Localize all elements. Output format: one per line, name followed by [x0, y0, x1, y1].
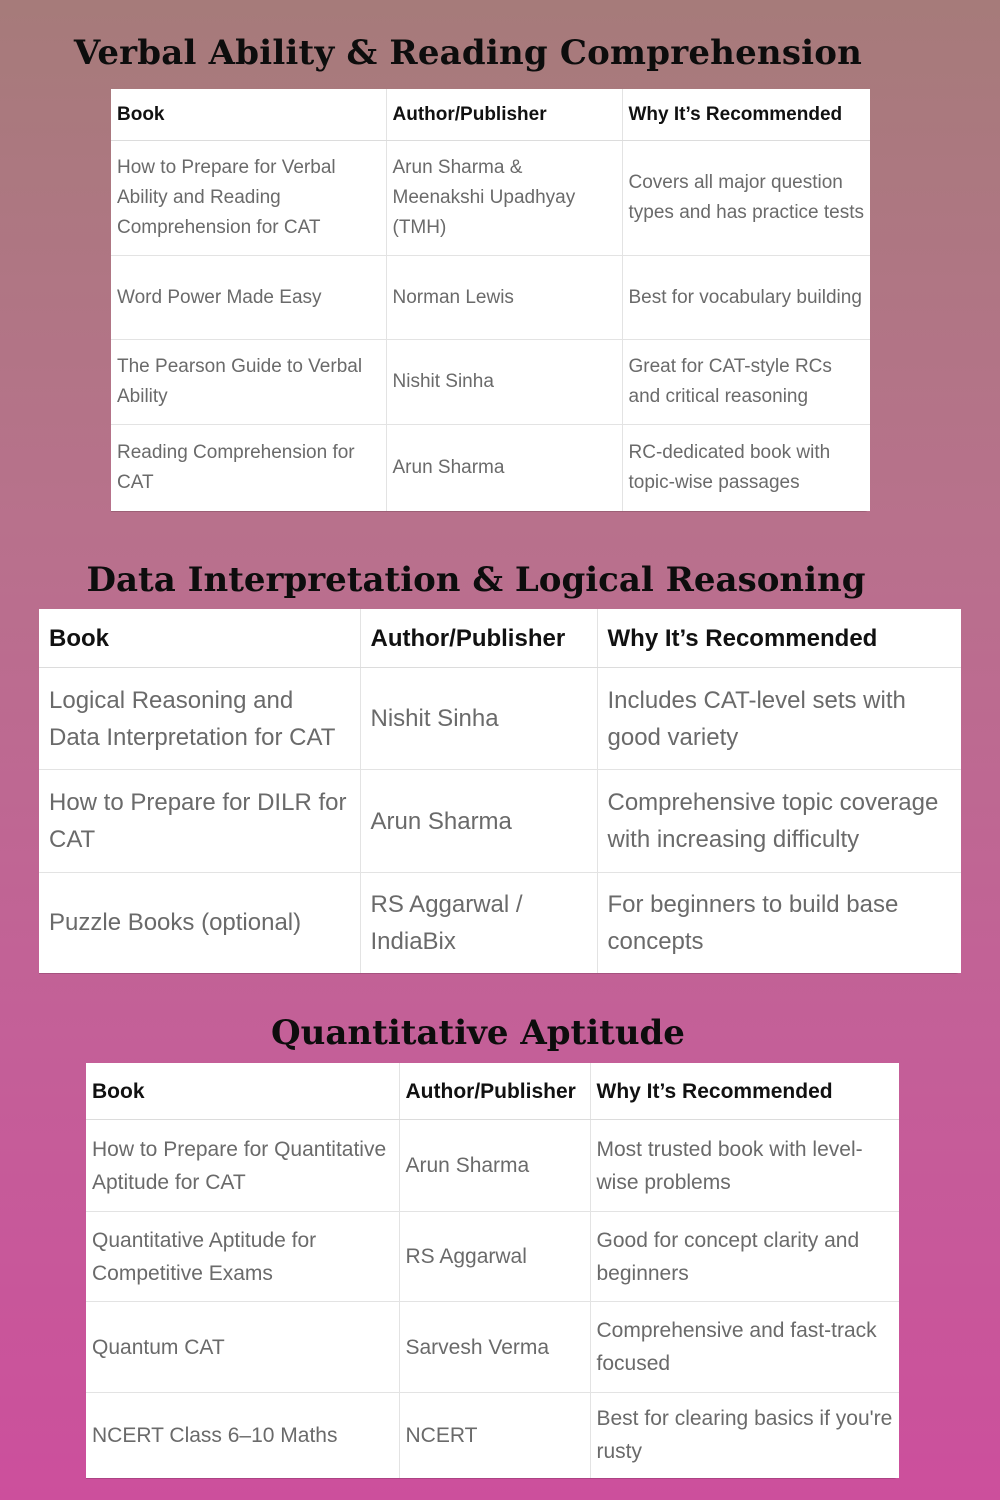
column-header-why: Why It’s Recommended [590, 1063, 899, 1120]
column-header-author: Author/Publisher [360, 609, 597, 668]
book-cell: How to Prepare for Verbal Ability and Reading Comprehension for CAT [111, 141, 386, 256]
column-header-why: Why It’s Recommended [597, 609, 961, 668]
table-row [111, 256, 870, 340]
table-header-row [111, 89, 870, 141]
reason-cell: RC-dedicated book with topic-wise passages [622, 425, 870, 511]
author-cell: Arun Sharma & Meenakshi Upadhyay (TMH) [386, 141, 622, 256]
reason-cell: Comprehensive topic coverage with increasing difficulty [597, 770, 961, 873]
book-cell: Word Power Made Easy [111, 256, 386, 340]
book-cell: How to Prepare for Quantitative Aptitude for CAT [86, 1120, 399, 1212]
book-cell: Quantum CAT [86, 1302, 399, 1393]
book-cell: How to Prepare for DILR for CAT [39, 770, 360, 873]
author-cell: Nishit Sinha [386, 340, 622, 425]
author-cell: Arun Sharma [386, 425, 622, 511]
books-table-quant [86, 1063, 899, 1478]
column-header-author: Author/Publisher [399, 1063, 590, 1120]
reason-cell: Best for clearing basics if you're rusty [590, 1393, 899, 1478]
book-cell: Puzzle Books (optional) [39, 873, 360, 973]
reason-cell: Comprehensive and fast-track focused [590, 1302, 899, 1393]
author-cell: NCERT [399, 1393, 590, 1478]
author-cell: Norman Lewis [386, 256, 622, 340]
column-header-book: Book [39, 609, 360, 668]
book-cell: NCERT Class 6–10 Maths [86, 1393, 399, 1478]
books-table-dilr [39, 609, 961, 973]
author-cell: Sarvesh Verma [399, 1302, 590, 1393]
reason-cell: Great for CAT-style RCs and critical reasoning [622, 340, 870, 425]
author-cell: Nishit Sinha [360, 668, 597, 770]
author-cell: RS Aggarwal / IndiaBix [360, 873, 597, 973]
book-cell: The Pearson Guide to Verbal Ability [111, 340, 386, 425]
table-row [39, 668, 961, 770]
table-row [111, 425, 870, 511]
reason-cell: Covers all major question types and has practice tests [622, 141, 870, 256]
reason-cell: Good for concept clarity and beginners [590, 1212, 899, 1302]
table-header-row [39, 609, 961, 668]
reason-cell: Includes CAT-level sets with good variety [597, 668, 961, 770]
book-cell: Logical Reasoning and Data Interpretation for CAT [39, 668, 360, 770]
table-row [86, 1120, 899, 1212]
book-cell: Quantitative Aptitude for Competitive Exams [86, 1212, 399, 1302]
table-row [86, 1302, 899, 1393]
table-header-row [86, 1063, 899, 1120]
reason-cell: Most trusted book with level-wise problems [590, 1120, 899, 1212]
reason-cell: For beginners to build base concepts [597, 873, 961, 973]
table-row [111, 141, 870, 256]
column-header-why: Why It’s Recommended [622, 89, 870, 141]
section-title-quant: Quantitative Aptitude [271, 1013, 685, 1053]
table-row [86, 1212, 899, 1302]
author-cell: Arun Sharma [360, 770, 597, 873]
table-row [111, 340, 870, 425]
table-row [39, 873, 961, 973]
column-header-book: Book [86, 1063, 399, 1120]
column-header-book: Book [111, 89, 386, 141]
table-row [39, 770, 961, 873]
author-cell: RS Aggarwal [399, 1212, 590, 1302]
reason-cell: Best for vocabulary building [622, 256, 870, 340]
section-title-dilr: Data Interpretation & Logical Reasoning [86, 560, 866, 600]
books-table-verbal [111, 89, 870, 511]
author-cell: Arun Sharma [399, 1120, 590, 1212]
table-row [86, 1393, 899, 1478]
section-title-verbal: Verbal Ability & Reading Comprehension [73, 33, 863, 73]
book-cell: Reading Comprehension for CAT [111, 425, 386, 511]
column-header-author: Author/Publisher [386, 89, 622, 141]
